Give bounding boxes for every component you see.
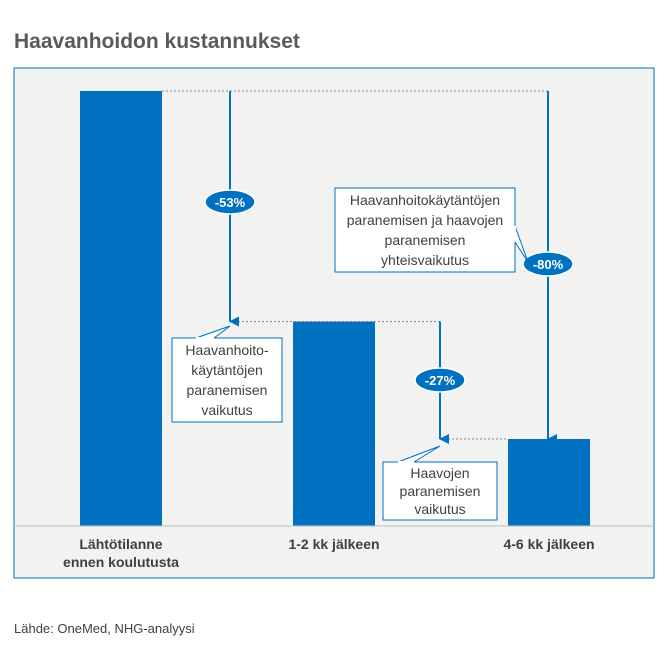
chart-title: Haavanhoidon kustannukset bbox=[14, 30, 300, 53]
category-label-2: 1-2 kk jälkeen bbox=[288, 536, 380, 552]
callout-1 bbox=[172, 326, 282, 422]
bar-1 bbox=[80, 91, 162, 526]
callout-3-line-4: yhteisvaikutus bbox=[381, 252, 469, 268]
callout-3-line-3: paranemisen bbox=[384, 232, 466, 248]
source-note: Lähde: OneMed, NHG-analyysi bbox=[14, 621, 195, 636]
category-label-1: Lähtötilanne ennen koulutusta bbox=[63, 536, 179, 570]
callout-1-line-2: käytäntöjen bbox=[191, 362, 263, 378]
change-label-3: -80% bbox=[532, 257, 564, 272]
callout-3 bbox=[335, 188, 528, 272]
bar-2 bbox=[293, 322, 375, 526]
callout-3-line-2: paranemisen ja haavojen bbox=[346, 212, 504, 228]
change-label-2: -27% bbox=[424, 373, 456, 388]
callout-1-line-3: paranemisen bbox=[186, 382, 268, 398]
change-label-1: -53% bbox=[214, 195, 246, 210]
callout-1-line-4: vaikutus bbox=[201, 402, 253, 418]
callout-2-line-1: Haavojen bbox=[410, 465, 470, 481]
category-label-3: 4-6 kk jälkeen bbox=[503, 536, 595, 552]
bar-3 bbox=[508, 439, 590, 526]
callout-2-line-2: paranemisen bbox=[399, 483, 481, 499]
callout-1-line-1: Haavanhoito- bbox=[185, 342, 269, 358]
callout-2-line-3: vaikutus bbox=[414, 501, 466, 517]
callout-3-line-1: Haavanhoitokäytäntöjen bbox=[349, 192, 501, 208]
